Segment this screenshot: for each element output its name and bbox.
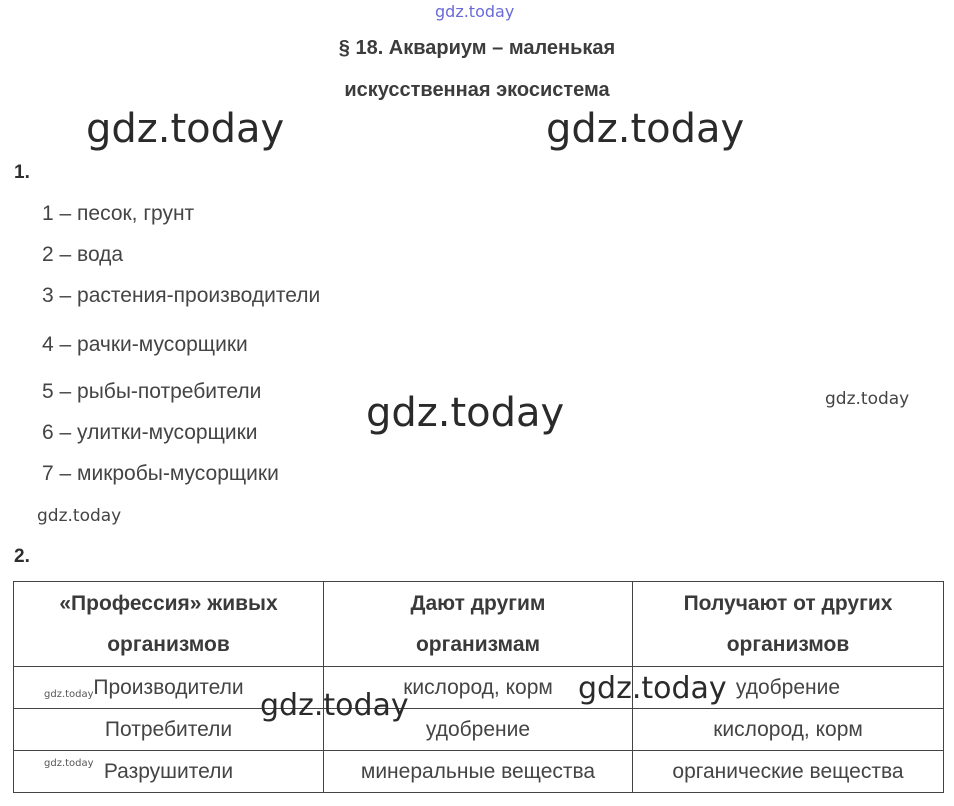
header-text: организмов [107, 633, 230, 656]
header-cell [324, 582, 633, 667]
list-item: 4 – рачки-мусорщики [42, 333, 248, 356]
list-item: 6 – улитки-мусорщики [42, 421, 258, 444]
watermark-medium-table-left: gdz.today [260, 688, 409, 723]
watermark-tiny-row1: gdz.today [44, 689, 94, 700]
header-cell [14, 582, 324, 667]
professions-table [13, 581, 944, 793]
section-1-number: 1. [14, 162, 30, 183]
table-cell: органические вещества [633, 751, 944, 793]
list-item: 5 – рыбы-потребители [42, 380, 262, 403]
watermark-small-left: gdz.today [37, 506, 122, 526]
list-item: 2 – вода [42, 243, 124, 266]
table-cell: Потребители [14, 709, 324, 751]
table-cell: кислород, корм [633, 709, 944, 751]
list-item: 1 – песок, грунт [42, 202, 195, 225]
list-item: 3 – растения-производители [42, 284, 321, 307]
table-header-row [14, 582, 944, 667]
watermark-large-left: gdz.today [86, 106, 285, 152]
table-cell: удобрение [324, 709, 633, 751]
header-text: Получают от других [683, 592, 893, 615]
watermark-top: gdz.today [435, 2, 515, 21]
watermark-large-center: gdz.today [366, 390, 565, 436]
watermark-small-right: gdz.today [825, 389, 910, 409]
table-row [14, 751, 944, 793]
header-text: «Профессия» живых [59, 592, 278, 615]
list-item: 7 – микробы-мусорщики [42, 462, 279, 485]
table-cell: Производители [14, 667, 324, 709]
watermark-tiny-row3: gdz.today [44, 758, 94, 769]
table-row [14, 667, 944, 709]
header-text: Дают другим [410, 592, 546, 615]
table-cell: удобрение [633, 667, 944, 709]
section-2-number: 2. [14, 546, 30, 567]
table-cell: кислород, корм [324, 667, 633, 709]
header-cell [633, 582, 944, 667]
header-text: организмам [415, 633, 541, 656]
heading-line-2: искусственная экосистема [344, 79, 610, 101]
watermark-medium-table-right: gdz.today [578, 671, 727, 706]
table-cell: минеральные вещества [324, 751, 633, 793]
table-row [14, 709, 944, 751]
watermark-large-right: gdz.today [546, 106, 745, 152]
header-text: организмов [726, 633, 850, 656]
heading-line-1: § 18. Аквариум – маленькая [338, 37, 616, 59]
table-cell: Разрушители [14, 751, 324, 793]
